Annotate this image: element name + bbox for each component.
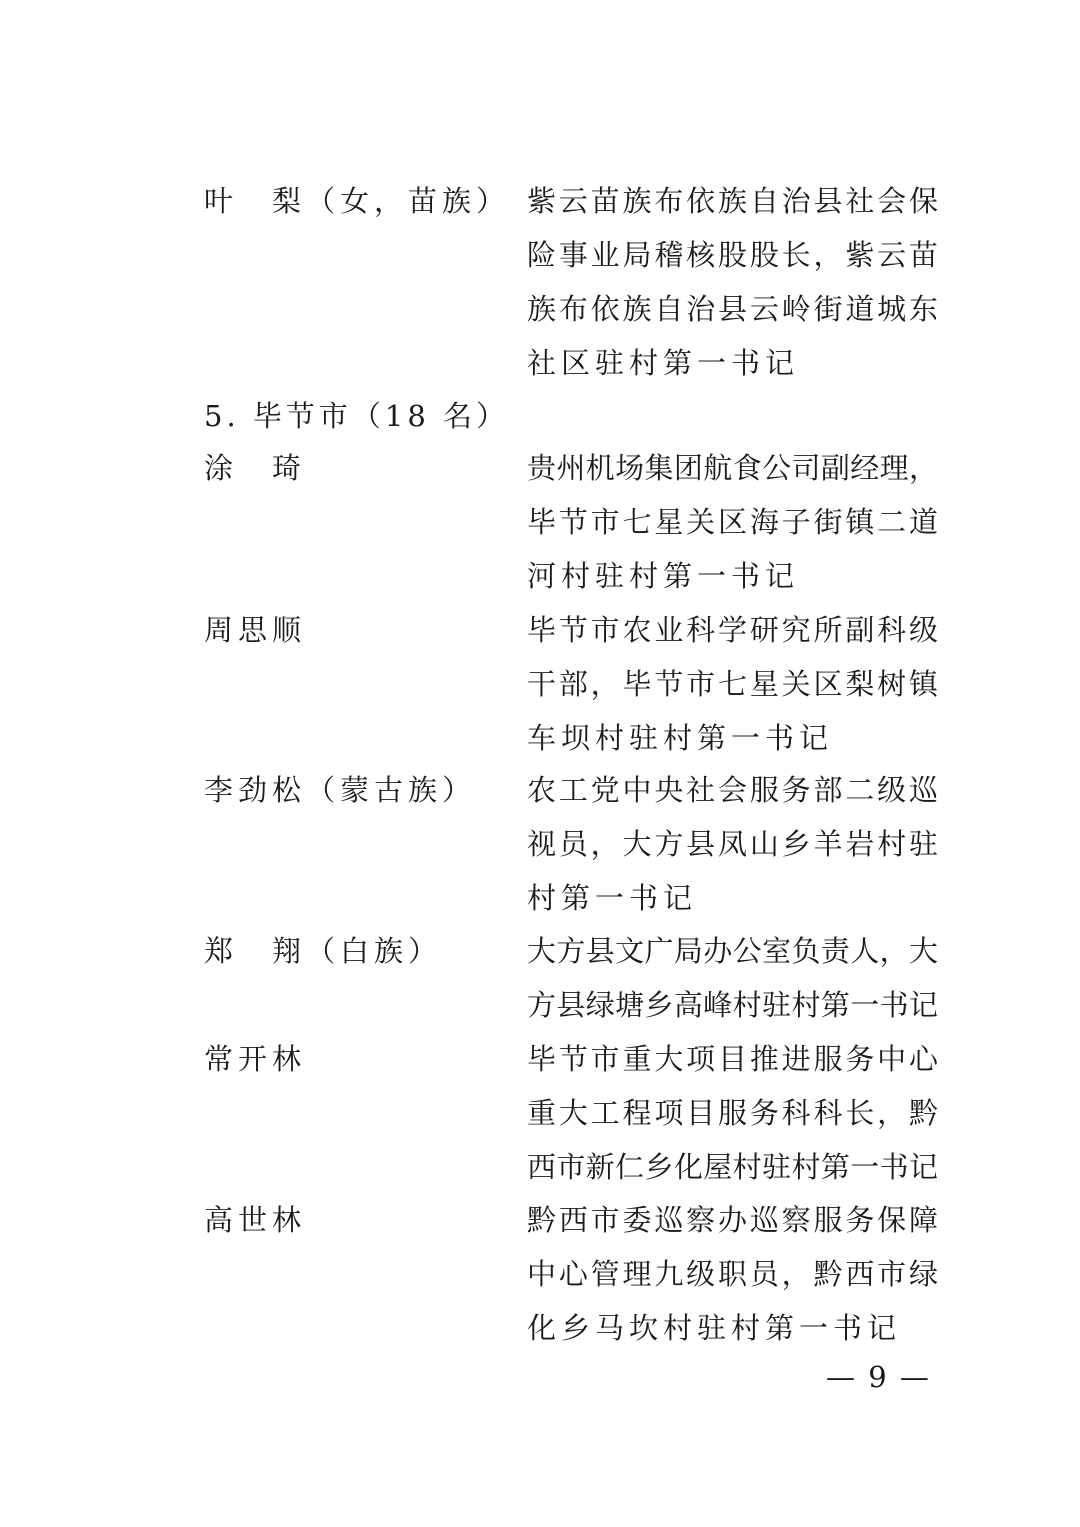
description-line: 河村驻村第一书记 <box>527 559 800 593</box>
person-name: 涂 琦 <box>204 451 307 485</box>
description-line: 紫云苗族布依族自治县社会保 <box>527 184 938 218</box>
description-line: 农工党中央社会服务部二级巡 <box>527 773 938 807</box>
person-name: 叶 梨（女，苗族） <box>204 184 511 218</box>
person-description <box>527 1193 947 1355</box>
person-description <box>527 924 947 1032</box>
description-line: 毕节市农业科学研究所副科级 <box>527 613 938 647</box>
description-line: 视员，大方县凤山乡羊岩村驻 <box>527 827 938 861</box>
section-heading: 5. 毕节市（18 名） <box>204 399 510 433</box>
description-line: 大方县文广局办公室负责人，大 <box>527 934 938 968</box>
description-line: 村第一书记 <box>527 881 698 915</box>
description-line: 干部，毕节市七星关区梨树镇 <box>527 667 938 701</box>
description-line: 化乡马坎村驻村第一书记 <box>527 1311 902 1345</box>
person-description <box>527 763 947 925</box>
description-line: 方县绿塘乡高峰村驻村第一书记 <box>527 988 938 1022</box>
description-line: 重大工程项目服务科科长，黔 <box>527 1096 938 1130</box>
description-line: 黔西市委巡察办巡察服务保障 <box>527 1203 938 1237</box>
person-description <box>527 441 947 603</box>
person-description <box>527 174 947 390</box>
page-number: — 9 — <box>826 1360 931 1394</box>
person-name: 郑 翔（白族） <box>204 934 443 968</box>
description-line: 毕节市七星关区海子街镇二道 <box>527 505 938 539</box>
description-line: 车坝村驻村第一书记 <box>527 721 834 755</box>
person-name: 李劲松（蒙古族） <box>204 773 477 807</box>
person-name: 常开林 <box>204 1042 307 1076</box>
person-name: 周思顺 <box>204 613 307 647</box>
description-line: 贵州机场集团航食公司副经理， <box>527 451 938 485</box>
description-line: 中心管理九级职员，黔西市绿 <box>527 1257 938 1291</box>
person-name: 高世林 <box>204 1203 307 1237</box>
person-description <box>527 603 947 765</box>
description-line: 毕节市重大项目推进服务中心 <box>527 1042 938 1076</box>
description-line: 族布依族自治县云岭街道城东 <box>527 292 938 326</box>
person-description <box>527 1032 947 1194</box>
description-line: 西市新仁乡化屋村驻村第一书记 <box>527 1150 938 1184</box>
description-line: 社区驻村第一书记 <box>527 346 800 380</box>
description-line: 险事业局稽核股股长，紫云苗 <box>527 238 938 272</box>
